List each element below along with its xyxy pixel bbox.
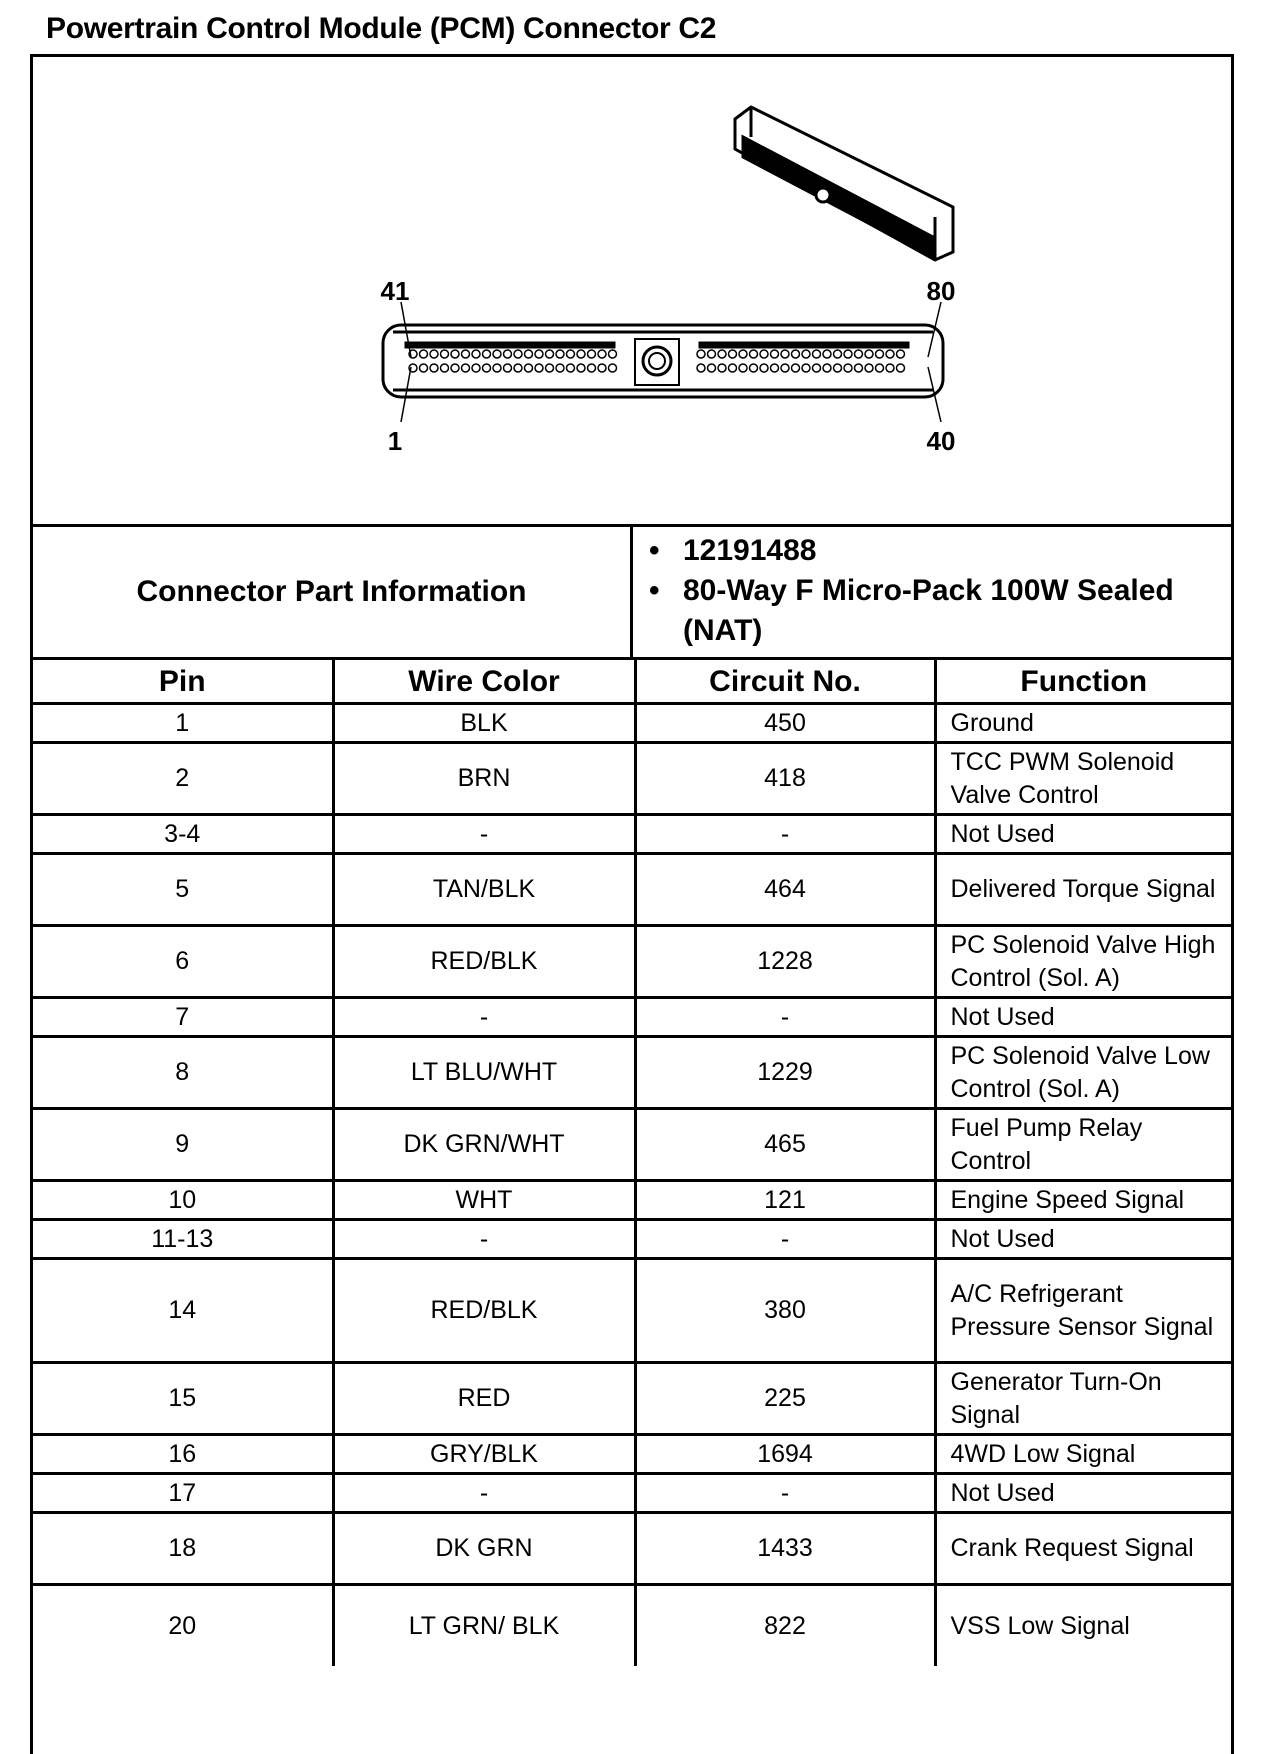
- pin-cavity: [802, 350, 810, 358]
- pin-cavity: [708, 364, 716, 372]
- pin-cavity: [577, 350, 585, 358]
- pin-cavity: [588, 364, 596, 372]
- part-description: • 80-Way F Micro-Pack 100W Sealed (NAT): [683, 571, 1223, 651]
- connector-document: [30, 54, 1234, 1754]
- table-row: [33, 1037, 1231, 1109]
- pin-cavity: [483, 350, 491, 358]
- function-cell: Not Used: [935, 1220, 1231, 1259]
- function-cell: PC Solenoid Valve High Control (Sol. A): [935, 926, 1231, 998]
- table-row: [33, 743, 1231, 815]
- pin-cavity: [739, 364, 747, 372]
- pin-cavity: [781, 364, 789, 372]
- pin-cavity: [556, 364, 564, 372]
- header-wire-color: Wire Color: [333, 660, 635, 704]
- pin-cell: 6: [33, 926, 333, 998]
- table-row: [33, 1181, 1231, 1220]
- pin-label-41: 41: [380, 276, 410, 306]
- function-cell: A/C Refrigerant Pressure Sensor Signal: [935, 1259, 1231, 1363]
- function-cell: Not Used: [935, 998, 1231, 1037]
- table-row: [33, 1474, 1231, 1513]
- pin-cavity: [781, 350, 789, 358]
- table-row: [33, 1109, 1231, 1181]
- pin-cell: 14: [33, 1259, 333, 1363]
- pin-cavity: [546, 364, 554, 372]
- pin-cavity: [792, 364, 800, 372]
- table-row: [33, 1585, 1231, 1667]
- pin-cell: 8: [33, 1037, 333, 1109]
- pin-cell: 7: [33, 998, 333, 1037]
- pin-cell: 10: [33, 1181, 333, 1220]
- pin-cavity: [462, 350, 470, 358]
- wire-color-cell: RED/BLK: [333, 1259, 635, 1363]
- wire-color-cell: TAN/BLK: [333, 854, 635, 926]
- table-row: [33, 1435, 1231, 1474]
- pin-cavity: [760, 350, 768, 358]
- pin-cavity: [865, 364, 873, 372]
- function-cell: TCC PWM Solenoid Valve Control: [935, 743, 1231, 815]
- pin-cavity: [834, 364, 842, 372]
- table-row: [33, 1220, 1231, 1259]
- wire-color-cell: -: [333, 1474, 635, 1513]
- circuit-cell: 418: [635, 743, 935, 815]
- function-cell: Ground: [935, 704, 1231, 743]
- pin-cavity: [813, 364, 821, 372]
- pin-cavity: [525, 350, 533, 358]
- table-row: [33, 1363, 1231, 1435]
- pin-cavity: [420, 350, 428, 358]
- pin-cavity: [535, 350, 543, 358]
- function-cell: 4WD Low Signal: [935, 1435, 1231, 1474]
- pin-cavity: [504, 364, 512, 372]
- pin-cavity: [834, 350, 842, 358]
- pin-cell: 2: [33, 743, 333, 815]
- pin-cavity: [441, 350, 449, 358]
- pin-cavity: [472, 364, 480, 372]
- wire-color-cell: WHT: [333, 1181, 635, 1220]
- function-cell: Not Used: [935, 815, 1231, 854]
- function-cell: Engine Speed Signal: [935, 1181, 1231, 1220]
- pin-cavity: [697, 364, 705, 372]
- pin-cavity: [844, 364, 852, 372]
- pin-cavity: [567, 364, 575, 372]
- pin-cavity: [771, 350, 779, 358]
- function-cell: PC Solenoid Valve Low Control (Sol. A): [935, 1037, 1231, 1109]
- pin-cavity: [718, 364, 726, 372]
- wire-color-cell: DK GRN: [333, 1513, 635, 1585]
- pin-cell: 1: [33, 704, 333, 743]
- circuit-cell: -: [635, 1220, 935, 1259]
- table-row: [33, 704, 1231, 743]
- table-row: [33, 1513, 1231, 1585]
- circuit-cell: -: [635, 998, 935, 1037]
- pin-cavity: [697, 350, 705, 358]
- pin-cavity: [598, 350, 606, 358]
- pin-cavity: [556, 350, 564, 358]
- circuit-cell: 1229: [635, 1037, 935, 1109]
- table-row: [33, 926, 1231, 998]
- pin-cavity: [823, 364, 831, 372]
- circuit-cell: 450: [635, 704, 935, 743]
- pin-cavity: [514, 350, 522, 358]
- pin-cavity: [802, 364, 810, 372]
- wire-color-cell: GRY/BLK: [333, 1435, 635, 1474]
- header-circuit-no: Circuit No.: [635, 660, 935, 704]
- pin-cavity: [729, 350, 737, 358]
- pin-cavity: [886, 350, 894, 358]
- pin-cell: 18: [33, 1513, 333, 1585]
- circuit-cell: 1228: [635, 926, 935, 998]
- pin-cavity: [525, 364, 533, 372]
- pin-cavity: [813, 350, 821, 358]
- pin-cavity: [750, 364, 758, 372]
- pin-cavity: [609, 350, 617, 358]
- pin-cavity: [729, 364, 737, 372]
- part-info-list: [633, 531, 1223, 651]
- pin-cavity: [718, 350, 726, 358]
- circuit-cell: 380: [635, 1259, 935, 1363]
- wire-color-cell: -: [333, 998, 635, 1037]
- function-cell: VSS Low Signal: [935, 1585, 1231, 1667]
- pin-cavity: [451, 350, 459, 358]
- wire-color-cell: DK GRN/WHT: [333, 1109, 635, 1181]
- pin-cavity: [823, 350, 831, 358]
- table-row: [33, 815, 1231, 854]
- circuit-cell: 465: [635, 1109, 935, 1181]
- pin-cavity: [897, 364, 905, 372]
- circuit-cell: -: [635, 1474, 935, 1513]
- pin-cavity: [844, 350, 852, 358]
- wire-color-cell: BRN: [333, 743, 635, 815]
- pin-cavity: [876, 350, 884, 358]
- wire-color-cell: LT BLU/WHT: [333, 1037, 635, 1109]
- pin-cell: 9: [33, 1109, 333, 1181]
- pin-cavity: [535, 364, 543, 372]
- pin-cavity: [441, 364, 449, 372]
- pin-cell: 5: [33, 854, 333, 926]
- pin-cavity: [865, 350, 873, 358]
- connector-diagram: [33, 57, 1231, 527]
- connector-3d-view: [735, 107, 953, 260]
- part-info-label: Connector Part Information: [33, 527, 633, 657]
- pin-cell: 16: [33, 1435, 333, 1474]
- function-cell: Fuel Pump Relay Control: [935, 1109, 1231, 1181]
- circuit-cell: 464: [635, 854, 935, 926]
- pin-cell: 17: [33, 1474, 333, 1513]
- pin-cavity: [609, 364, 617, 372]
- header-pin: Pin: [33, 660, 333, 704]
- function-cell: Delivered Torque Signal: [935, 854, 1231, 926]
- pin-cavity: [598, 364, 606, 372]
- pin-cavity: [546, 350, 554, 358]
- pin-label-1: 1: [387, 426, 403, 456]
- circuit-cell: 225: [635, 1363, 935, 1435]
- pin-cavity: [886, 364, 894, 372]
- pin-cavity: [472, 350, 480, 358]
- pin-cell: 20: [33, 1585, 333, 1667]
- circuit-cell: 822: [635, 1585, 935, 1667]
- page-title: Powertrain Control Module (PCM) Connector C2: [46, 12, 717, 45]
- circuit-cell: -: [635, 815, 935, 854]
- connector-face-view: [383, 302, 943, 422]
- pin-cavity: [462, 364, 470, 372]
- pin-cavity: [420, 364, 428, 372]
- pin-cavity: [430, 364, 438, 372]
- pin-label-40: 40: [926, 426, 956, 456]
- function-cell: Generator Turn-On Signal: [935, 1363, 1231, 1435]
- table-row: [33, 998, 1231, 1037]
- pin-cell: 11-13: [33, 1220, 333, 1259]
- wire-color-cell: -: [333, 1220, 635, 1259]
- table-row: [33, 854, 1231, 926]
- connector-illustration: [33, 57, 1231, 524]
- pin-cavity: [577, 364, 585, 372]
- pin-cavity: [771, 364, 779, 372]
- pin-label-80: 80: [926, 276, 956, 306]
- pin-cavity: [897, 350, 905, 358]
- connector-part-information: [33, 527, 1231, 660]
- pin-cavity: [855, 350, 863, 358]
- header-function: Function: [935, 660, 1231, 704]
- table-row: [33, 1259, 1231, 1363]
- table-header-row: [33, 660, 1231, 704]
- wire-color-cell: RED: [333, 1363, 635, 1435]
- pin-cavity: [760, 364, 768, 372]
- pin-cavity: [493, 364, 501, 372]
- pin-cell: 3-4: [33, 815, 333, 854]
- function-cell: Not Used: [935, 1474, 1231, 1513]
- pin-cavity: [483, 364, 491, 372]
- pin-cavity: [588, 350, 596, 358]
- pin-cavity: [876, 364, 884, 372]
- pinout-table: [33, 660, 1231, 1666]
- pin-cavity: [739, 350, 747, 358]
- pin-cavity: [567, 350, 575, 358]
- pin-cavity: [855, 364, 863, 372]
- pin-cavity: [504, 350, 512, 358]
- pin-cell: 15: [33, 1363, 333, 1435]
- wire-color-cell: LT GRN/ BLK: [333, 1585, 635, 1667]
- pin-cavity: [451, 364, 459, 372]
- wire-color-cell: -: [333, 815, 635, 854]
- pin-cavity: [708, 350, 716, 358]
- pin-cavity: [514, 364, 522, 372]
- pin-cavity: [493, 350, 501, 358]
- function-cell: Crank Request Signal: [935, 1513, 1231, 1585]
- pin-cavity: [750, 350, 758, 358]
- circuit-cell: 1433: [635, 1513, 935, 1585]
- circuit-cell: 1694: [635, 1435, 935, 1474]
- wire-color-cell: BLK: [333, 704, 635, 743]
- pin-cavity: [792, 350, 800, 358]
- wire-color-cell: RED/BLK: [333, 926, 635, 998]
- part-number: • 12191488: [683, 531, 1223, 571]
- circuit-cell: 121: [635, 1181, 935, 1220]
- pin-cavity: [430, 350, 438, 358]
